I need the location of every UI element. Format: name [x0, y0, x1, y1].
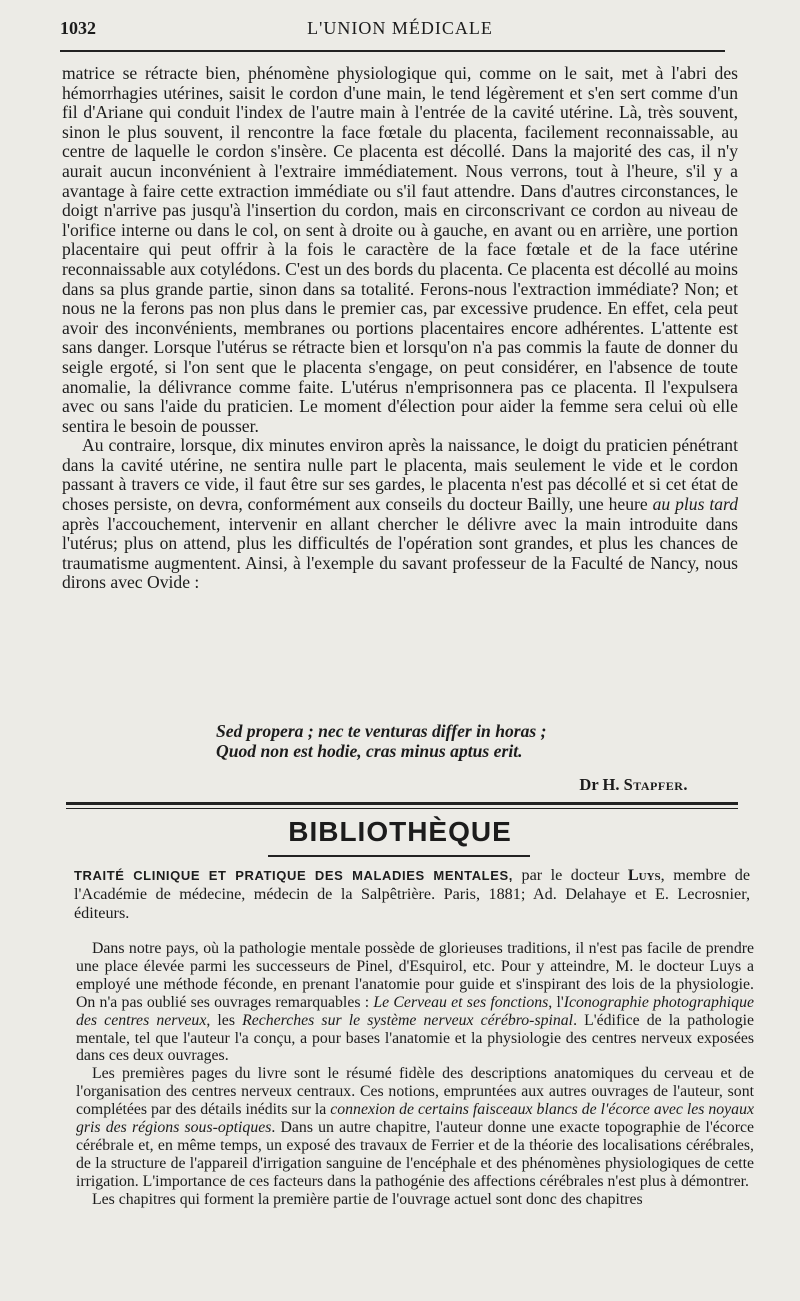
work-title: Iconographie photographique des centres nerveux [76, 993, 754, 1029]
review-text: Dans notre pays, où la pathologie mentale possède de glorieuses traditions, il n'est pas facile de prendre une place élevée parmi les successeurs de Pinel, d'Esquirol, etc. Pour y atteindre, M. le docteur Luys a employé une méthode féconde, en prenant l'anatomie pour guide et s'inspirant des lois de la physiologie. On n'a pas oublié ses ouvrages remarquables : [76, 940, 754, 1011]
work-title: Le Cerveau et ses fonctions [373, 993, 549, 1011]
section-rule-thick [66, 802, 738, 805]
signature-name: Stapfer. [623, 775, 688, 794]
article-body [62, 64, 738, 593]
header-rule [60, 50, 725, 52]
work-title: Recherches sur le système nerveux cérébro-spinal [242, 1011, 574, 1029]
paragraph-text: après l'accouchement, intervenir en allant chercher le délivre avec la main introduite dans l'utérus; plus on attend, plus les difficultés de l'opération sont grandes, et plus les chances de traumatisme augmentent. Ainsi, à l'exemple du savant professeur de la Faculté de Nancy, nous dirons avec Ovide : [62, 513, 738, 593]
paragraph-text: Au contraire, lorsque, dix minutes environ après la naissance, le doigt du praticien pénétrant dans la cavité utérine, ne sentira nulle part le placenta, mais seulement le vide et le cordon passant à travers ce vide, il faut être sur ses gardes, le placenta n'est pas décollé et si cet état de choses persiste, on devra, conformément aux conseils du docteur Bailly, une heure [62, 435, 738, 515]
review-paragraph-3: Les chapitres qui forment la première partie de l'ouvrage actuel sont donc des chapitres [92, 1190, 643, 1208]
book-author: Luys [627, 866, 661, 884]
review-text: , l' [548, 993, 564, 1011]
emphasis-text: au plus tard [652, 494, 738, 515]
author-signature [579, 775, 688, 795]
heading-underline [268, 855, 530, 857]
page-header [60, 18, 740, 42]
review-text: Les premières pages du livre sont le résumé fidèle des descriptions anatomiques du cerveau et de l'organisation des centres nerveux centraux. Ces notions, empruntées aux autres ouvrages de l'auteur, sont complétées par des détails inédits sur la [76, 1065, 754, 1119]
section-heading: BIBLIOTHÈQUE [288, 816, 512, 847]
section-rule-thin [66, 808, 738, 809]
book-title: TRAITÉ CLINIQUE ET PRATIQUE DES MALADIES MENTALES, [74, 868, 513, 883]
review-text: . Dans un autre chapitre, l'auteur donne une exacte topographie de l'écorce cérébrale et, en même temps, un exposé des travaux de Ferrier et de la théorie des localisations cérébrales, de la structure de l'appareil d'irrigation sanguine de l'encéphale et des phénomènes physiologiques de cette irrigation. L'importance de ces facteurs dans la pathogénie des affections cérébrales n'est plus à démontrer. [76, 1119, 754, 1190]
review-text: . L'édifice de la pathologie mentale, tel que l'auteur l'a conçu, a pour bases l'anatomie et la physiologie des centres nerveux exposées dans ces deux ouvrages. [76, 1011, 754, 1065]
running-head: L'UNION MÉDICALE [307, 18, 493, 38]
review-text: , les [206, 1011, 243, 1029]
review-paragraph-1 [76, 940, 754, 1065]
book-review [76, 940, 754, 1209]
book-info: , membre de l'Académie de médecine, médecin de la Salpêtrière. Paris, 1881; Ad. Delahaye et E. Lecrosnier, éditeurs. [74, 866, 750, 922]
page-number: 1032 [60, 18, 96, 38]
article-paragraph-1: matrice se rétracte bien, phénomène physiologique qui, comme on le sait, met à l'abri des hémorrhagies utérines, saisit le cordon d'une main, le tend légèrement et s'en sert comme d'un fil d'Ariane qui conduit l'index de l'autre main à l'entrée de la cavité utérine. Là, très souvent, sinon le plus souvent, il rencontre la face fœtale du placenta, facilement reconnaissable, au centre de laquelle le cordon s'insère. Ce placenta est décollé. Dans la majorité des cas, il n'y aurait aucun inconvénient à l'extraire immédiatement. Nous verrons, tout à l'heure, s'il y a avantage à faire cette extraction immédiate ou s'il faut attendre. Dans d'autres circonstances, le doigt n'arrive pas jusqu'à l'insertion du cordon, mais en circonscrivant ce cordon au niveau de l'orifice interne ou dans le col, on sent à droite ou à gauche, en avant ou en arrière, une portion placentaire qui peut offrir à la fois le caractère de la face fœtale et de la face utérine reconnaissable aux cotylédons. C'est un des bords du placenta. Ce placenta est décollé au moins dans sa plus grande partie, sinon dans sa totalité. Ferons-nous l'extraction immédiate? Non; et nous ne la ferons pas non plus dans le premier cas, par excessive prudence. En effet, cela peut avoir des inconvénients, membranes ou portions placentaires encore adhérentes. L'attente est sans danger. Lorsque l'utérus se rétracte bien et lorsqu'on n'a pas commis la faute de donner du seigle ergoté, si l'on sent que le placenta s'engage, on peut considérer, en l'absence de toute anomalie, la délivrance comme faite. L'utérus n'emprisonnera pas ce placenta. Il l'expulsera avec ou sans l'aide du praticien. Le moment d'élection pour aider la femme sera celui où elle sentira le besoin de pousser. [62, 63, 738, 436]
signature-prefix: Dr H. [579, 775, 620, 794]
emphasis-text: connexion de certains faisceaux blancs de l'écorce avec les noyaux gris des régions sous-optiques [76, 1101, 754, 1137]
verse-line-2: Quod non est hodie, cras minus aptus erit. [216, 741, 523, 761]
book-reference [74, 866, 750, 923]
book-info: par le docteur [512, 866, 628, 884]
review-paragraph-2 [76, 1065, 754, 1190]
article-paragraph-2 [62, 436, 738, 593]
ovid-quotation [62, 721, 738, 761]
verse-line-1: Sed propera ; nec te venturas differ in horas ; [216, 721, 547, 741]
